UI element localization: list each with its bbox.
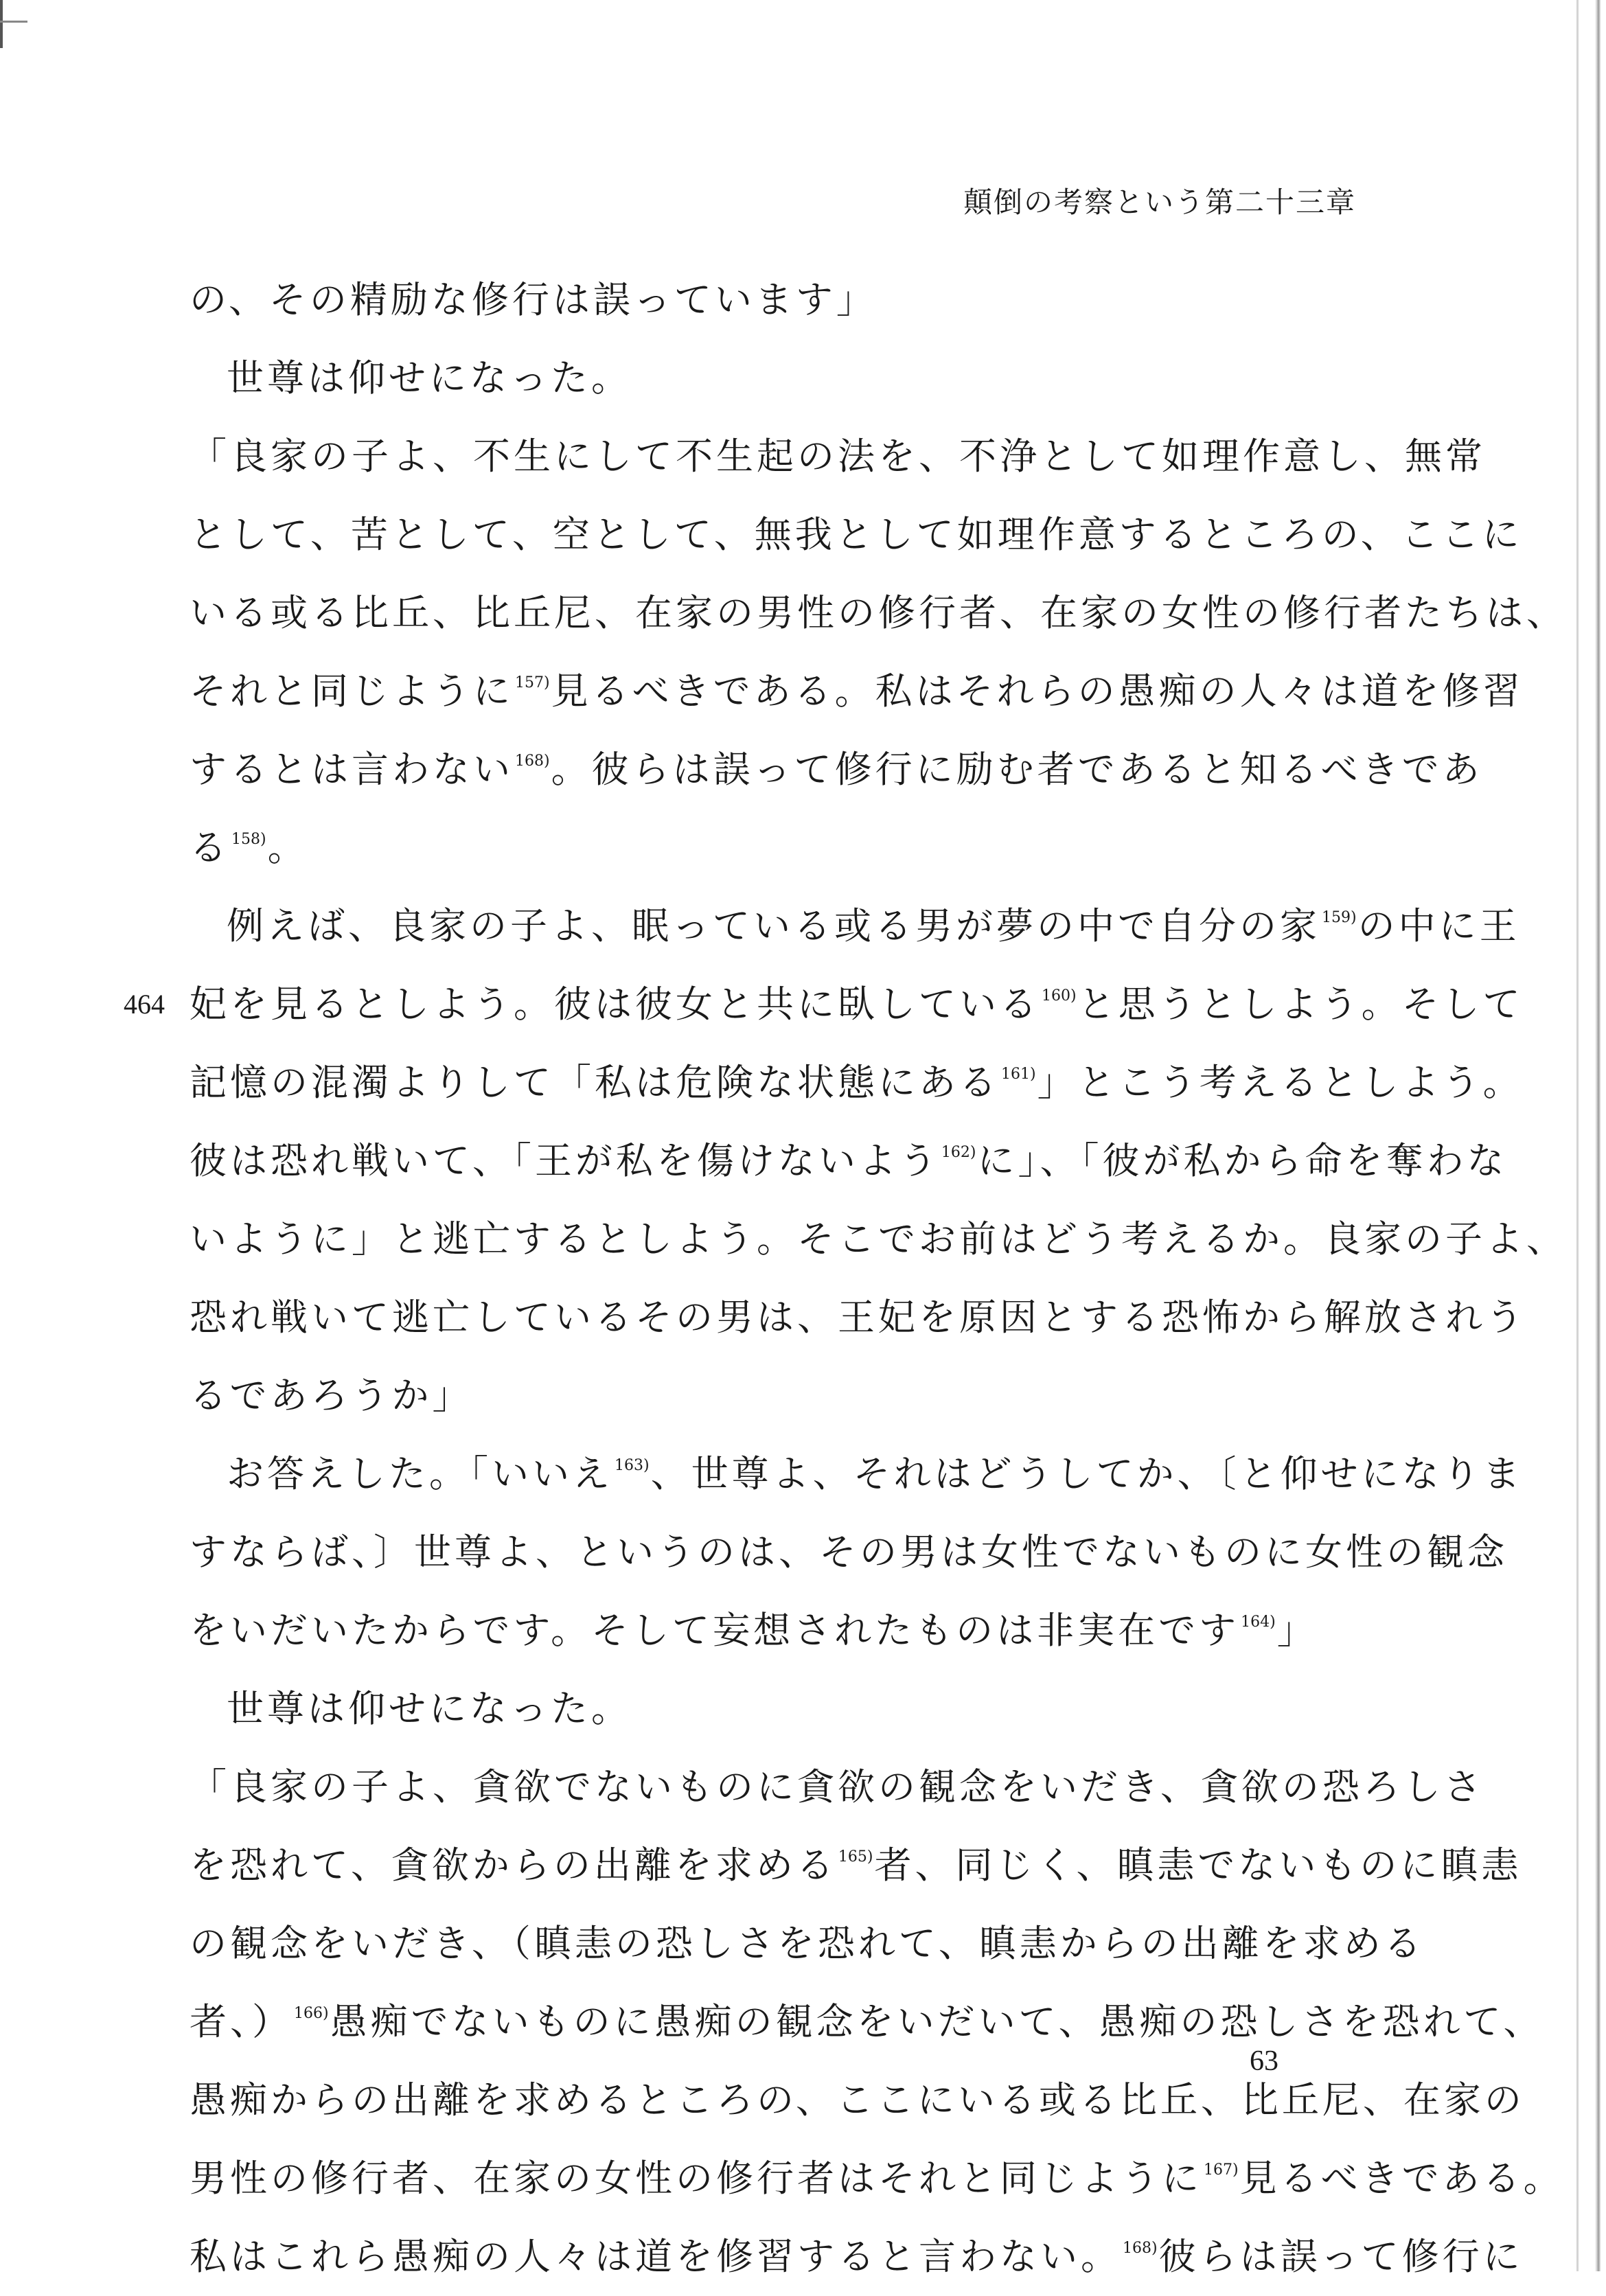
text-segment: いる或る比丘、比丘尼、在家の男性の修行者、在家の女性の修行者たちは、 bbox=[190, 591, 1567, 634]
text-segment: それと同じように bbox=[190, 669, 514, 713]
text-segment: 「良家の子よ、貪欲でないものに貪欲の観念をいだき、貪欲の恐ろしさ bbox=[190, 1765, 1484, 1809]
text-segment: 見るべきである。私はそれらの愚痴の人々は道を修習 bbox=[551, 669, 1524, 713]
footnote-ref: 167) bbox=[1204, 2161, 1239, 2179]
text-line bbox=[124, 965, 1524, 1044]
text-segment: すならば、〕世尊よ、というのは、その男は女性でないものに女性の観念 bbox=[190, 1530, 1508, 1574]
text-segment: 者、） bbox=[190, 2000, 292, 2043]
footnote-ref: 165) bbox=[838, 1848, 873, 1866]
text-line bbox=[190, 1357, 1398, 1435]
text-segment: 、世尊よ、それはどうしてか、〔と仰せになりま bbox=[650, 1452, 1524, 1495]
text-line bbox=[190, 2218, 1524, 2296]
footnote-ref: 157) bbox=[515, 674, 550, 691]
text-line bbox=[190, 809, 1398, 887]
text-line bbox=[190, 261, 1398, 339]
text-segment: 世尊は仰せになった。 bbox=[227, 356, 632, 400]
text-segment: 彼らは誤って修行に bbox=[1158, 2235, 1524, 2278]
scan-edge-line bbox=[1595, 0, 1601, 2271]
text-segment: 見るべきである。 bbox=[1239, 2157, 1564, 2200]
text-line bbox=[190, 1278, 1526, 1357]
running-header: 顛倒の考察という第二十三章 bbox=[963, 185, 1356, 219]
text-line bbox=[190, 574, 1567, 652]
body-text bbox=[124, 261, 1567, 2296]
text-line bbox=[190, 1670, 1398, 1748]
text-segment: 彼は恐れ戦いて、「王が私を傷けないよう bbox=[190, 1139, 940, 1182]
text-segment: 。彼らは誤って修行に励む者であると知るべきであ bbox=[551, 748, 1483, 791]
text-segment: 」とこう考えるとしよう。 bbox=[1037, 1061, 1524, 1104]
text-segment: するとは言わない bbox=[190, 748, 514, 791]
text-segment: に」、「彼が私から命を奪わな bbox=[977, 1139, 1508, 1182]
scan-edge-mark bbox=[0, 0, 3, 48]
text-line bbox=[190, 652, 1524, 731]
text-line bbox=[190, 1748, 1484, 1826]
footnote-ref: 160) bbox=[1042, 987, 1077, 1004]
text-segment: と思うとしよう。そして bbox=[1077, 983, 1524, 1026]
footnote-ref: 168) bbox=[1123, 2240, 1158, 2257]
text-segment: をいだいたからです。そして妄想されたものは非実在です bbox=[190, 1609, 1240, 1652]
footnote-ref: 159) bbox=[1322, 909, 1357, 926]
page-number: 63 bbox=[1250, 2045, 1278, 2077]
text-segment: 世尊は仰せになった。 bbox=[227, 1687, 632, 1730]
text-segment: 記憶の混濁よりして「私は危険な状態にある bbox=[190, 1061, 1000, 1104]
text-line bbox=[190, 2061, 1525, 2139]
text-segment: 」 bbox=[1276, 1609, 1318, 1652]
footnote-ref: 163) bbox=[615, 1457, 650, 1474]
text-segment: 妃を見るとしよう。彼は彼女と共に臥している bbox=[190, 983, 1040, 1026]
text-segment: るであろうか」 bbox=[190, 1374, 473, 1417]
text-segment: の中に王 bbox=[1357, 904, 1520, 948]
text-segment: る bbox=[190, 826, 230, 869]
text-segment: 男性の修行者、在家の女性の修行者はそれと同じように bbox=[190, 2157, 1202, 2200]
text-line bbox=[190, 2139, 1564, 2218]
text-line bbox=[190, 1435, 1524, 1513]
text-line bbox=[190, 1905, 1425, 1983]
text-line bbox=[190, 887, 1520, 965]
text-segment: として、苦として、空として、無我として如理作意するところの、ここに bbox=[190, 513, 1523, 556]
text-segment: 者、同じく、瞋恚でないものに瞋恚 bbox=[874, 1844, 1522, 1887]
text-segment: の観念をいだき、（瞋恚の恐しさを恐れて、瞋恚からの出離を求める bbox=[190, 1922, 1425, 1965]
text-line bbox=[190, 496, 1523, 574]
text-segment: いように」と逃亡するとしよう。そこでお前はどう考えるか。良家の子よ、 bbox=[190, 1217, 1567, 1261]
footnote-ref: 158) bbox=[231, 831, 266, 848]
text-line bbox=[190, 731, 1483, 809]
text-segment: 愚痴でないものに愚痴の観念をいだいて、愚痴の恐しさを恐れて、 bbox=[330, 2000, 1544, 2043]
text-segment: 私はこれら愚痴の人々は道を修習すると言わない。 bbox=[190, 2235, 1121, 2278]
text-line bbox=[190, 339, 1398, 417]
scan-edge-mark bbox=[0, 21, 27, 23]
text-segment: の、その精励な修行は誤っています」 bbox=[190, 278, 877, 321]
footnote-ref: 168) bbox=[515, 753, 550, 770]
text-line bbox=[190, 417, 1486, 496]
text-segment: 例えば、良家の子よ、眠っている或る男が夢の中で自分の家 bbox=[227, 904, 1320, 948]
text-segment: お答えした。「いいえ bbox=[227, 1452, 613, 1495]
text-line bbox=[190, 1044, 1524, 1122]
footnote-ref: 161) bbox=[1001, 1066, 1036, 1083]
footnote-ref: 162) bbox=[941, 1144, 976, 1161]
text-segment: を恐れて、貪欲からの出離を求める bbox=[190, 1844, 837, 1887]
text-line bbox=[190, 1826, 1522, 1905]
scan-edge-line bbox=[1576, 0, 1579, 2271]
text-line bbox=[190, 1592, 1398, 1670]
text-line bbox=[190, 1513, 1508, 1592]
text-line bbox=[190, 1983, 1544, 2061]
footnote-ref: 164) bbox=[1241, 1614, 1276, 1631]
text-segment: 。 bbox=[267, 826, 308, 869]
text-line bbox=[190, 1122, 1508, 1200]
footnote-ref: 166) bbox=[294, 2005, 329, 2022]
text-segment: 「良家の子よ、不生にして不生起の法を、不浄として如理作意し、無常 bbox=[190, 435, 1486, 478]
text-line bbox=[190, 1200, 1567, 1278]
text-segment: 愚痴からの出離を求めるところの、ここにいる或る比丘、比丘尼、在家の bbox=[190, 2078, 1525, 2122]
text-segment: 恐れ戦いて逃亡しているその男は、王妃を原因とする恐怖から解放されう bbox=[190, 1296, 1526, 1339]
margin-reference-number: 464 bbox=[124, 989, 165, 1020]
